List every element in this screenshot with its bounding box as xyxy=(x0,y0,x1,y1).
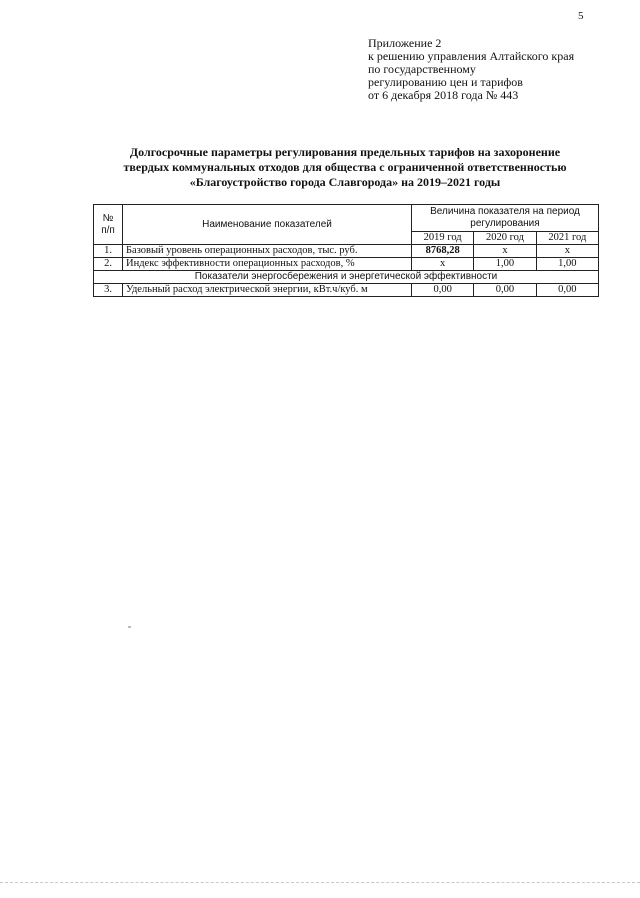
table-header-row xyxy=(94,205,599,232)
row-value-2019: 8768,28 xyxy=(412,245,474,258)
table-row xyxy=(94,258,599,271)
row-number: 3. xyxy=(94,284,123,297)
row-value-2020: 1,00 xyxy=(474,258,536,271)
scan-mark xyxy=(128,626,131,628)
header-number-line1: № xyxy=(102,212,114,224)
document-title xyxy=(80,145,610,190)
row-name: Базовый уровень операционных расходов, тыс. руб. xyxy=(123,245,412,258)
title-line: твердых коммунальных отходов для общества с ограниченной ответственностью xyxy=(123,160,567,174)
appendix-line: к решению управления Алтайского края xyxy=(368,49,575,63)
parameters-table xyxy=(93,204,599,297)
title-line: «Благоустройство города Славгорода» на 2019–2021 годы xyxy=(189,175,501,189)
appendix-block xyxy=(368,37,574,102)
header-year-2019: 2019 год xyxy=(412,232,474,245)
row-value-2021: 1,00 xyxy=(536,258,598,271)
row-value-2021: х xyxy=(536,245,598,258)
row-name: Индекс эффективности операционных расходов, % xyxy=(123,258,412,271)
row-number: 2. xyxy=(94,258,123,271)
table-row xyxy=(94,245,599,258)
header-number xyxy=(94,205,123,245)
page-number: 5 xyxy=(578,10,584,22)
row-value-2021: 0,00 xyxy=(536,284,598,297)
header-period-group: Величина показателя на период регулирования xyxy=(412,205,599,232)
appendix-line: регулированию цен и тарифов xyxy=(368,75,523,89)
appendix-line: по государственному xyxy=(368,62,476,76)
header-indicator-name: Наименование показателей xyxy=(123,205,412,245)
title-line: Долгосрочные параметры регулирования предельных тарифов на захоронение xyxy=(129,145,561,159)
header-year-2021: 2021 год xyxy=(536,232,598,245)
row-value-2019: 0,00 xyxy=(412,284,474,297)
table-row xyxy=(94,284,599,297)
header-year-2020: 2020 год xyxy=(474,232,536,245)
row-value-2020: 0,00 xyxy=(474,284,536,297)
table-section-row xyxy=(94,271,599,284)
row-number: 1. xyxy=(94,245,123,258)
appendix-line: Приложение 2 xyxy=(368,36,442,50)
header-number-line2: п/п xyxy=(101,224,115,236)
row-value-2020: х xyxy=(474,245,536,258)
scan-bottom-edge xyxy=(0,882,640,883)
appendix-line: от 6 декабря 2018 года № 443 xyxy=(368,88,519,102)
row-name: Удельный расход электрической энергии, кВт.ч/куб. м xyxy=(123,284,412,297)
row-value-2019: х xyxy=(412,258,474,271)
section-title: Показатели энергосбережения и энергетической эффективности xyxy=(94,271,599,284)
